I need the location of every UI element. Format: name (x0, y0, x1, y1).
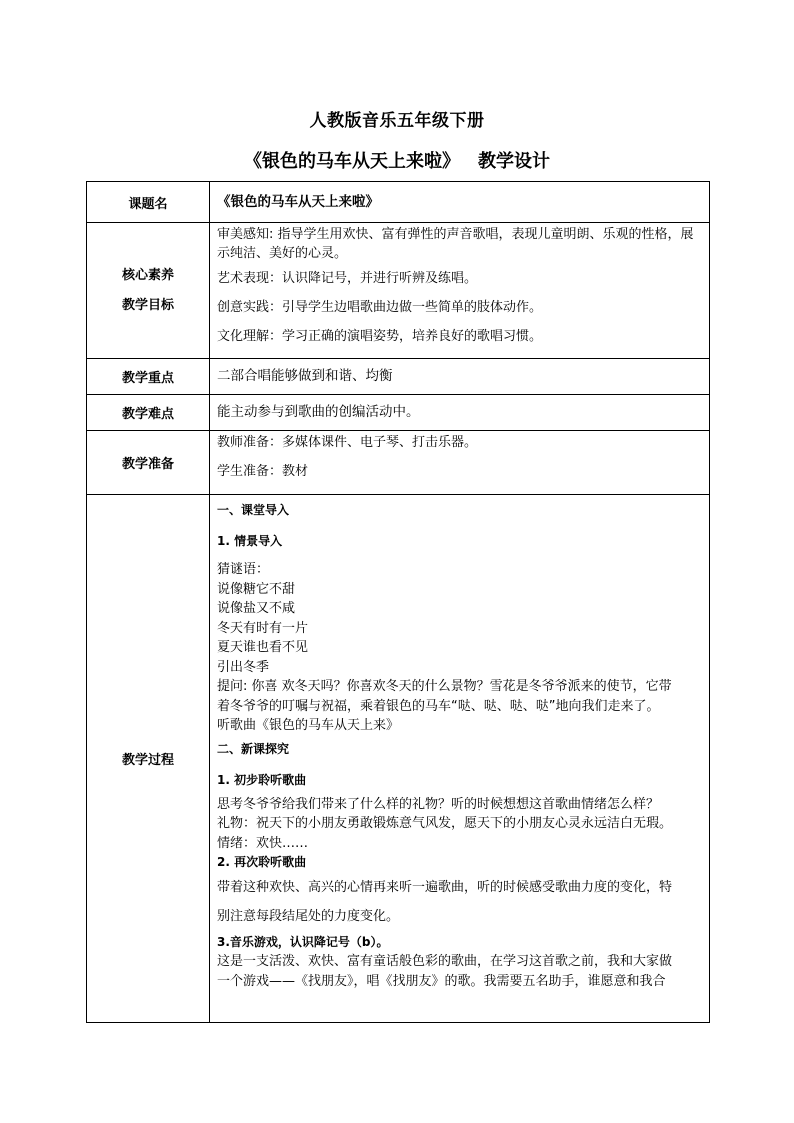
song-title: 《银色的马车从天上来啦》 (244, 151, 460, 172)
gift-text: 礼物：祝天下的小朋友勇敢锻炼意气风发，愿天下的小朋友心灵永远洁白无瑕。 (217, 816, 673, 831)
subsection-heading: 3.音乐游戏，认识降记号（b）。 (217, 935, 389, 949)
difficulties-label: 教学难点 (87, 395, 210, 431)
subsection-heading: 2. 再次聆听歌曲 (217, 855, 307, 869)
table-row (87, 223, 710, 359)
riddle-line: 说像盐又不咸 (217, 601, 296, 616)
table-row (87, 182, 710, 223)
key-points-value: 二部合唱能够做到和谐、均衡 (210, 359, 710, 395)
design-label: 教学设计 (478, 151, 550, 172)
goals-label-line1: 核心素养 (121, 267, 174, 283)
think-text: 思考冬爷爷给我们带来了什么样的礼物？听的时候想想这首歌曲情绪怎么样？ (217, 796, 660, 812)
question-text: 提问: 你喜 欢冬天吗？你喜欢冬天的什么景物？雪花是冬爷爷派来的使节，它带 (217, 679, 672, 694)
goal-creative: 创意实践：引导学生边唱歌曲边做一些简单的肢体动作。 (217, 300, 543, 315)
process-content (210, 495, 710, 1023)
goal-art: 艺术表现：认识降记号，并进行听辨及练唱。 (217, 271, 478, 286)
game-text: 一个游戏——《找朋友》，唱《找朋友》的歌。我需要五名助手，谁愿意和我合 (217, 973, 666, 989)
goal-culture: 文化理解：学习正确的演唱姿势，培养良好的歌唱习惯。 (217, 329, 543, 344)
lesson-plan-table (86, 181, 710, 1023)
listen-text: 听歌曲《银色的马车从天上来》 (217, 718, 400, 733)
key-points-label: 教学重点 (87, 359, 210, 395)
question-text: 着冬爷爷的叮嘱与祝福，乘着银色的马车“哒、哒、哒、哒”地向我们走来了。 (217, 698, 660, 714)
document-subtitle (0, 147, 794, 173)
section-heading: 一、课堂导入 (217, 503, 290, 517)
riddle-line: 夏天谁也看不见 (217, 640, 309, 655)
topic-label: 课题名 (87, 182, 210, 223)
goals-content (210, 223, 710, 359)
teacher-preparation: 教师准备：多媒体课件、电子琴、打击乐器。 (217, 435, 478, 450)
preparation-content (210, 431, 710, 495)
riddle-line: 说像糖它不甜 (217, 581, 296, 597)
goals-label-line2: 教学目标 (121, 297, 174, 313)
subsection-heading: 1. 情景导入 (217, 534, 283, 548)
subsection-heading: 1. 初步聆听歌曲 (217, 772, 307, 787)
table-row (87, 395, 710, 431)
riddle-line: 引出冬季 (217, 659, 270, 675)
student-preparation: 学生准备：教材 (217, 464, 309, 479)
process-label: 教学过程 (87, 495, 210, 1023)
mood-text: 情绪：欢快…… (217, 835, 309, 851)
table-row (87, 495, 710, 1023)
section-heading: 二、新课探究 (217, 741, 290, 756)
goal-aesthetic: 审美感知: 指导学生用欢快、富有弹性的声音歌唱，表现儿童明朗、乐观的性格，展示纯洁、美好的心灵。 (217, 227, 694, 261)
preparation-label: 教学准备 (87, 431, 210, 495)
riddle-line: 冬天有时有一片 (217, 620, 309, 636)
table-row (87, 431, 710, 495)
again-text: 别注意每段结尾处的力度变化。 (217, 908, 400, 924)
document-title: 人教版音乐五年级下册 (309, 111, 485, 131)
again-text: 带着这种欢快、高兴的心情再来听一遍歌曲，听的时候感受歌曲力度的变化，特 (217, 880, 673, 895)
goals-label (87, 223, 210, 359)
difficulties-value: 能主动参与到歌曲的创编活动中。 (210, 395, 710, 431)
topic-value: 《银色的马车从天上来啦》 (210, 182, 710, 223)
table-row (87, 359, 710, 395)
game-text: 这是一支活泼、欢快、富有童话般色彩的歌曲，在学习这首歌之前，我和大家做 (217, 954, 673, 969)
riddle-title: 猜谜语： (217, 562, 270, 577)
